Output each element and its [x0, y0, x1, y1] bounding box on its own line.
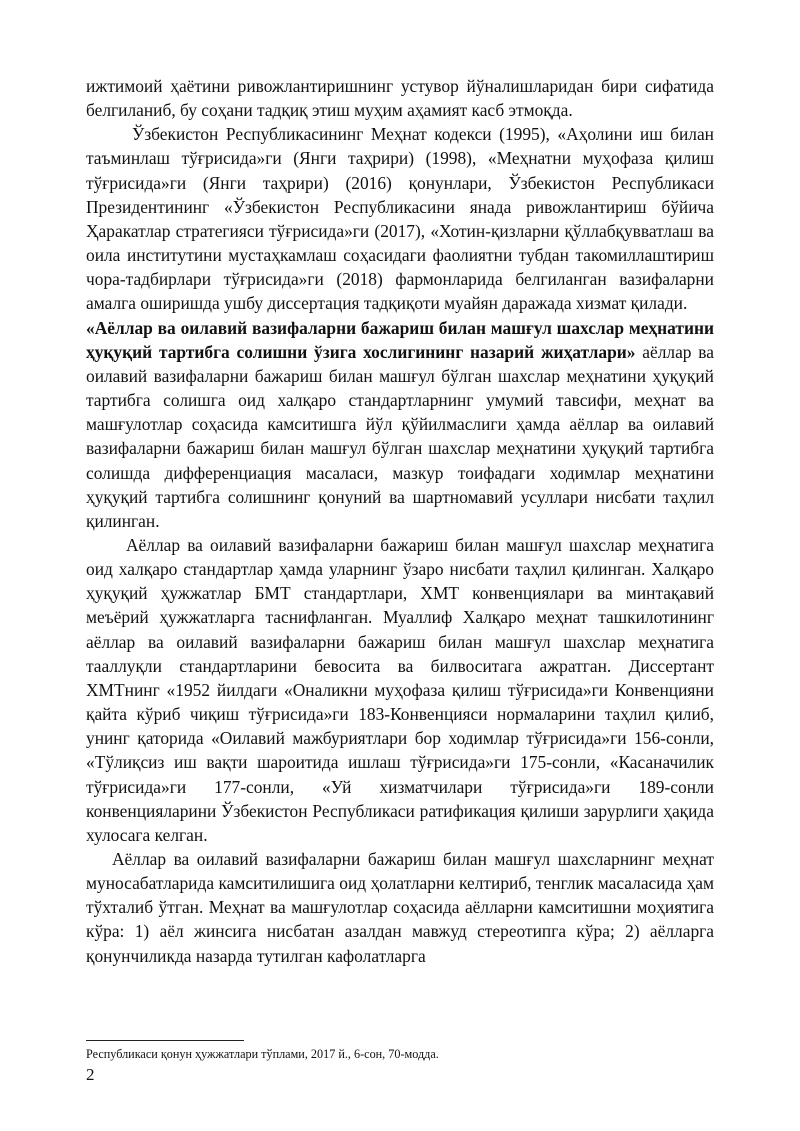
- paragraph-discrimination: Аёллар ва оилавий вазифаларни бажариш билан машғул шахсларнинг меҳнат муносабатларида камситилишига оид ҳолатларни келтириб, тенглик масаласида ҳам тўхталиб ўтган. Меҳнат ва машғулотлар соҳасида аёлларни камситишни моҳиятига кўра: 1) аёл жинсига нисбатан азалдан мавжуд стереотипга кўра; 2) аёлларга қонунчиликда назарда тутилган кафолатларга: [86, 849, 714, 966]
- paragraph-international-standards: Аёллар ва оилавий вазифаларни бажариш билан машғул шахслар меҳнатига оид халқаро стандартлар ҳамда уларнинг ўзаро нисбати таҳлил қилинган. Халқаро ҳуқуқий ҳужжатлар БМТ стандартлари, ХМТ конвенциялари ва минтақавий меъёрий ҳужжатларга таснифланган. Муаллиф Халқаро меҳнат ташкилотининг аёллар ва оилавий вазифаларни бажариш билан машғул шахслар меҳнатига тааллуқли стандартларини бевосита ва билвоситага ажратган. Диссертант ХМТнинг «1952 йилдаги «Оналикни муҳофаза қилиш тўғрисида»ги Конвенцияни қайта кўриб чиқиш тўғрисида»ги 183-Конвенцияси нормаларини таҳлил қилиб, унинг қаторида «Оилавий мажбуриятлари бор ходимлар тўғрисида»ги 156-сонли, «Тўлиқсиз иш вақти шароитида ишлаш тўғрисида»ги 175-сонли, «Касаначилик тўғрисида»ги 177-сонли, «Уй хизматчилари тўғрисида»ги 189-сонли конвенцияларини Ўзбекистон Республикаси ратификация қилиши зарурлиги ҳақида хулосага келган.: [86, 534, 714, 845]
- page-number: 2: [86, 1065, 95, 1084]
- body-text: [86, 74, 714, 968]
- paragraph-theoretical-aspects-text: аёллар ва оилавий вазифаларни бажариш билан машғул бўлган шахслар меҳнатини ҳуқуқий тартибга солишга оид халқаро стандартларнинг умумий тавсифи, меҳнат ва машғулотлар соҳасида камситишга йўл қўйилмаслиги ҳамда аёллар ва оилавий вазифаларни бажариш билан машғул бўлган шахслар меҳнатини ҳуқуқий тартибга солишда дифференциация масаласи, мазкур тоифадаги ходимлар меҳнатини ҳуқуқий тартибга солишнинг қонуний ва шартномавий усуллари нисбати таҳлил қилинган.: [86, 341, 714, 531]
- paragraph-theoretical-aspects: [86, 316, 714, 533]
- footnote-text: Республикаси қонун ҳужжатлари тўплами, 2017 й., 6-сон, 70-модда.: [86, 1047, 439, 1061]
- paragraph-legal-basis: Ўзбекистон Республикасининг Меҳнат кодекси (1995), «Аҳолини иш билан таъминлаш тўғрисида»ги (Янги таҳрири) (1998), «Меҳнатни муҳофаза қилиш тўғрисида»ги (Янги таҳрири) (2016) қонунлари, Ўзбекистон Республикаси Президентининг «Ўзбекистон Республикасини янада ривожлантириш бўйича Ҳаракатлар стратегияси тўғрисида»ги (2017), «Хотин-қизларни қўллабқувватлаш ва оила институтини мустаҳкамлаш соҳасидаги фаолиятни тубдан такомиллаштириш чора-тадбирлари тўғрисида»ги (2018) фармонларида белгиланган вазифаларни амалга оширишда ушбу диссертация тадқиқоти муайян даражада хизмат қилади.: [86, 124, 714, 314]
- footnote-separator: [86, 1040, 244, 1041]
- chapter-title-bold: «Аёллар ва оилавий вазифаларни бажариш билан машғул шахслар меҳнатини ҳуқуқий тартибга солишни ўзига хослигининг назарий жиҳатлари»: [86, 317, 714, 362]
- paragraph-intro-continuation: ижтимоий ҳаётини ривожлантиришнинг устувор йўналишларидан бири сифатида белгиланиб, бу соҳани тадқиқ этиш муҳим аҳамият касб этмоқда.: [86, 76, 714, 121]
